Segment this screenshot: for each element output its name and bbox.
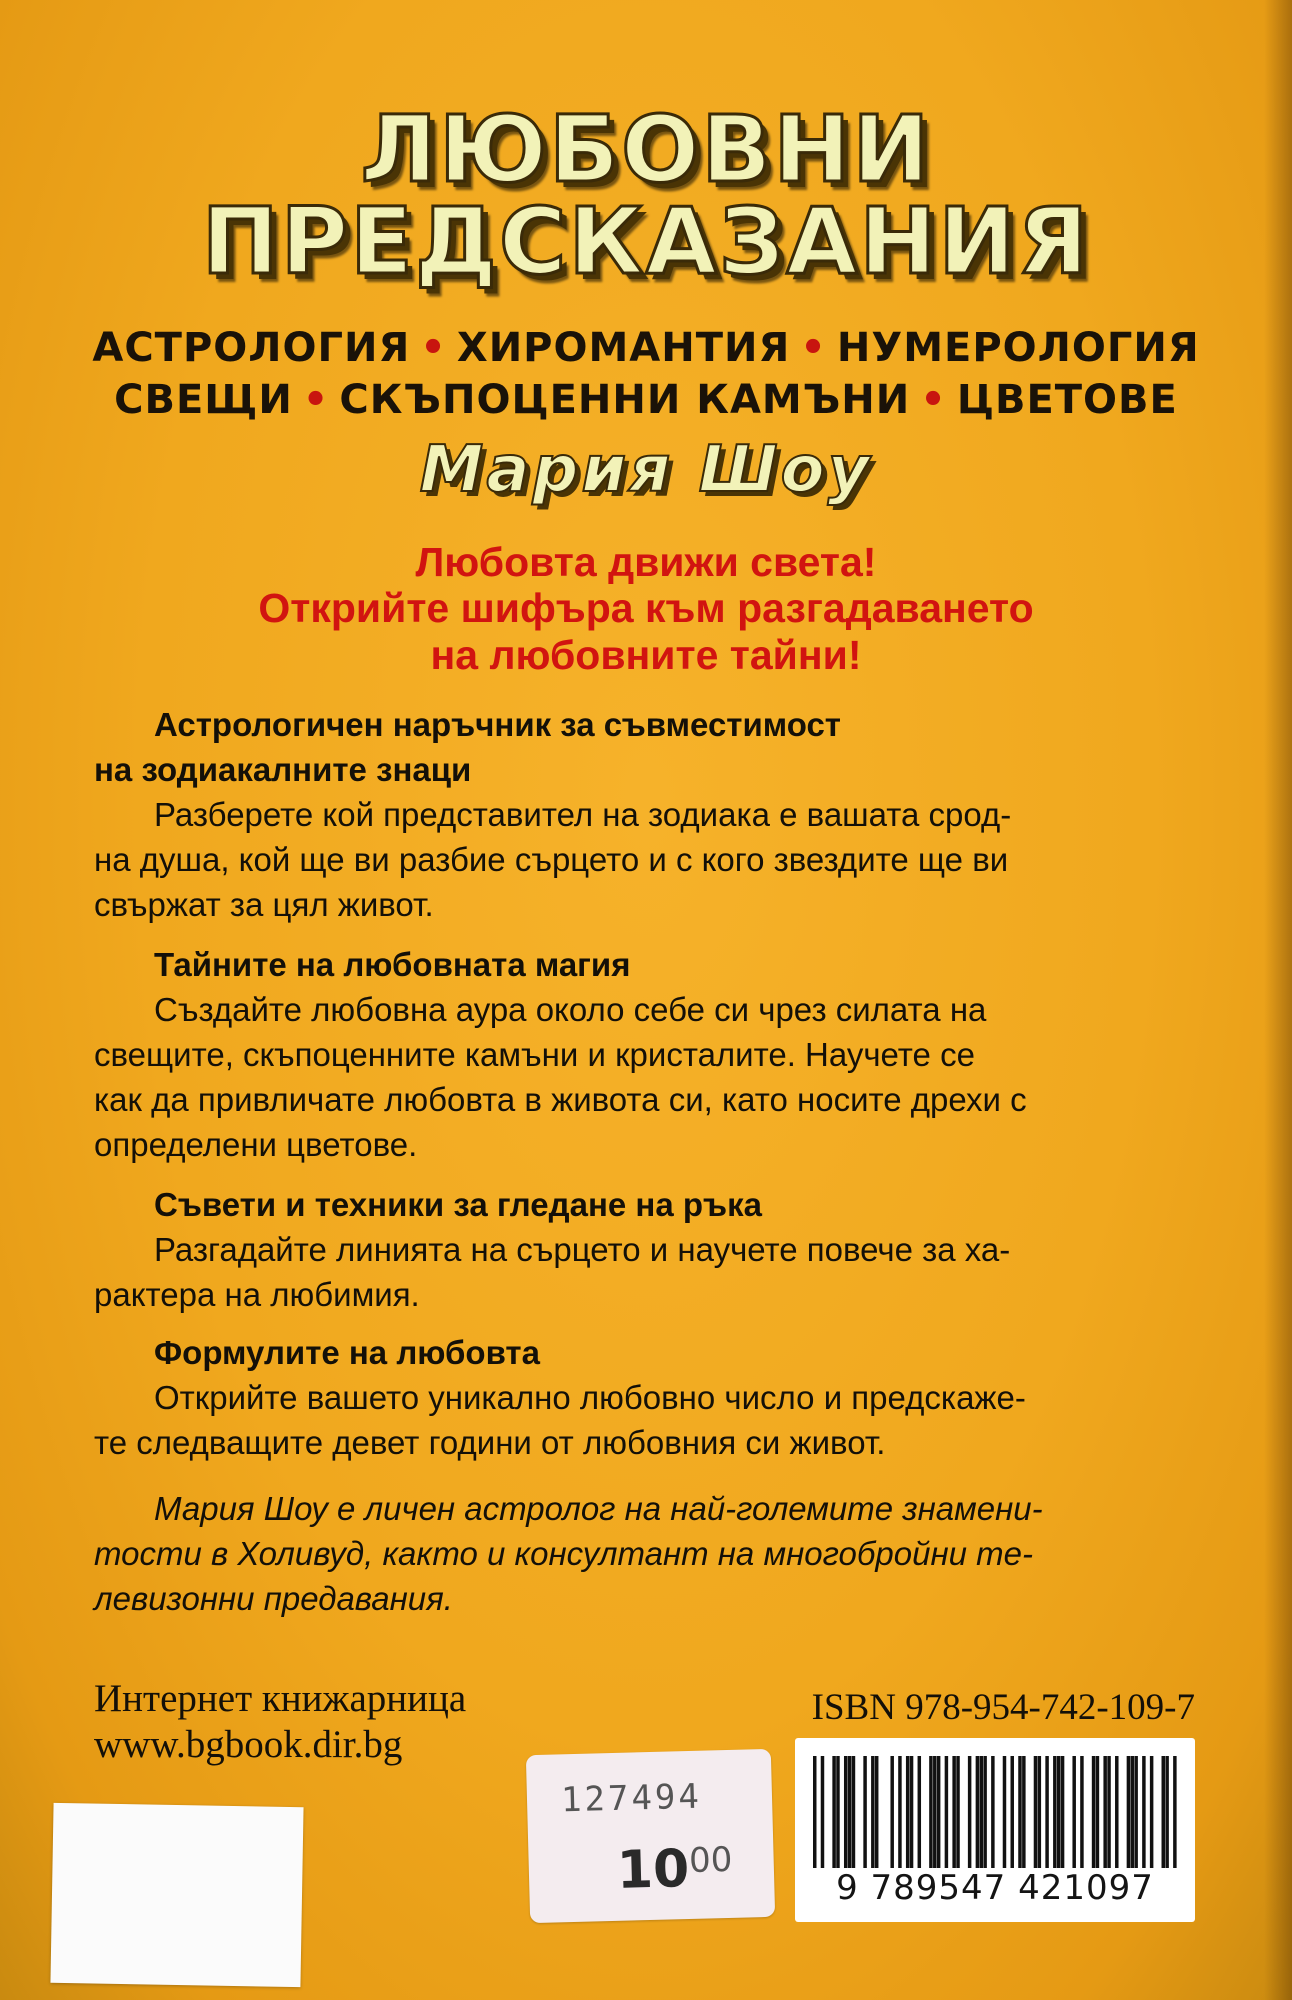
topics-row-2 — [0, 377, 1292, 423]
blank-sticker — [50, 1803, 303, 1987]
slogan-line-3: на любовните тайни! — [430, 632, 862, 678]
barcode-bar — [980, 1756, 983, 1868]
barcode-bar — [871, 1756, 874, 1868]
barcode-bar — [1103, 1756, 1106, 1868]
barcode-bar — [945, 1756, 948, 1868]
bullet-separator: • — [920, 377, 947, 423]
barcode-bar — [890, 1756, 893, 1868]
isbn-number: ISBN 978-954-742-109-7 — [811, 1687, 1195, 1728]
topic-gemstones: СКЪПОЦЕННИ КАМЪНИ — [339, 377, 911, 423]
barcode-bar — [1142, 1756, 1145, 1868]
barcode-bar — [937, 1756, 940, 1868]
barcode-bar — [852, 1756, 855, 1868]
section-heading: Формулите на любовта — [154, 1334, 540, 1371]
topic-candles: СВЕЩИ — [114, 377, 293, 423]
barcode-bar — [848, 1756, 851, 1868]
price-sticker-price: $10^{00}$ — [616, 1839, 733, 1901]
barcode-bar — [1057, 1756, 1060, 1868]
barcode-bar — [813, 1756, 816, 1868]
section-palm-reading — [94, 1182, 1196, 1317]
barcode-bar — [991, 1756, 994, 1868]
barcode-bar — [1053, 1756, 1056, 1868]
barcode-bar — [910, 1756, 913, 1868]
barcode-bar — [1045, 1756, 1048, 1868]
barcode-bar — [832, 1756, 835, 1868]
barcode-bar — [1162, 1756, 1165, 1868]
store-url: www.bgbook.dir.bg — [94, 1723, 403, 1766]
barcode-bar — [956, 1756, 959, 1868]
barcode-bar — [1096, 1756, 1099, 1868]
barcode — [795, 1738, 1195, 1922]
barcode-bar — [1038, 1756, 1041, 1868]
barcode-bar — [952, 1756, 955, 1868]
barcode-bar — [918, 1756, 921, 1868]
barcode-bar — [1127, 1756, 1130, 1868]
bullet-separator: • — [800, 325, 827, 371]
barcode-bar — [821, 1756, 824, 1868]
section-body: Разберете кой представител на зодиака е вашата срод- на душа, кой ще ви разбие сърцето и с кого звездите ще ви свържат за цял живот. — [94, 796, 1012, 923]
barcode-bar — [933, 1756, 936, 1868]
barcode-bar — [1150, 1756, 1153, 1868]
slogan-line-2: Открийте шифъра към разгадаването — [258, 585, 1034, 631]
author-bio: Мария Шоу е личен астролог на най-големите знамени- тости в Холивуд, както и консултант на многобройни те- левизонни предавания. — [94, 1490, 1043, 1617]
slogan-line-1: Любовта движи света! — [415, 539, 877, 585]
topic-colors: ЦВЕТОВЕ — [956, 377, 1178, 423]
barcode-bar — [1134, 1756, 1137, 1868]
section-body: Открийте вашето уникално любовно число и предскаже- те следващите девет години от любовния си живот. — [94, 1379, 1026, 1461]
author-name: Мария Шоу — [419, 433, 873, 507]
barcode-bars — [813, 1756, 1177, 1868]
barcode-bar — [875, 1756, 878, 1868]
barcode-bar — [1061, 1756, 1064, 1868]
price-sticker — [526, 1749, 775, 1923]
topics-row-1 — [0, 325, 1292, 371]
title-line-2: ПРЕДСКАЗАНИЯ — [201, 188, 1091, 295]
barcode-bar — [1010, 1756, 1013, 1868]
section-astrology — [94, 702, 1196, 927]
section-body: Разгадайте линията на сърцето и научете повече за ха- рактера на любимия. — [94, 1231, 1011, 1313]
store-label: Интернет книжарница — [94, 1677, 467, 1720]
online-bookstore — [94, 1676, 466, 1768]
barcode-bar — [1003, 1756, 1006, 1868]
section-heading: Съвети и техники за гледане на ръка — [154, 1186, 762, 1223]
cover-edge-shadow — [1264, 0, 1292, 2000]
barcode-bar — [1022, 1756, 1025, 1868]
barcode-bar — [1034, 1756, 1037, 1868]
barcode-bar — [844, 1756, 847, 1868]
section-love-formulas — [94, 1330, 1196, 1465]
barcode-bar — [1115, 1756, 1118, 1868]
section-body: Създайте любовна аура около себе си чрез силата на свещите, скъпоценните камъни и кристалите. Научете се как да привличате любовта в живота си, като носите дрехи с определени цветове. — [94, 991, 1027, 1163]
barcode-bar — [1072, 1756, 1075, 1868]
barcode-bar — [976, 1756, 979, 1868]
barcode-bar — [1080, 1756, 1083, 1868]
topic-numerology: НУМЕРОЛОГИЯ — [836, 325, 1200, 371]
barcode-bar — [906, 1756, 909, 1868]
section-love-magic — [94, 942, 1196, 1167]
barcode-bar — [898, 1756, 901, 1868]
barcode-bar — [1173, 1756, 1176, 1868]
barcode-digits: 9 789547 421097 — [836, 1868, 1154, 1908]
barcode-bar — [1018, 1756, 1021, 1868]
topic-palmistry: ХИРОМАНТИЯ — [456, 325, 791, 371]
title-line-1: ЛЮБОВНИ — [360, 96, 932, 203]
barcode-bar — [836, 1756, 839, 1868]
topic-astrology: АСТРОЛОГИЯ — [92, 325, 411, 371]
barcode-bar — [863, 1756, 866, 1868]
bullet-separator: • — [420, 325, 447, 371]
barcode-bar — [968, 1756, 971, 1868]
barcode-bar — [1165, 1756, 1168, 1868]
bullet-separator: • — [302, 377, 330, 423]
barcode-bar — [1131, 1756, 1134, 1868]
section-heading: Тайните на любовната магия — [154, 946, 631, 983]
barcode-bar — [1107, 1756, 1110, 1868]
section-heading: Астрологичен наръчник за съвместимост на зодиакалните знаци — [94, 706, 841, 788]
price-sticker-code: 127494 — [560, 1776, 703, 1821]
barcode-bar — [983, 1756, 986, 1868]
barcode-bar — [929, 1756, 932, 1868]
barcode-bar — [1092, 1756, 1095, 1868]
